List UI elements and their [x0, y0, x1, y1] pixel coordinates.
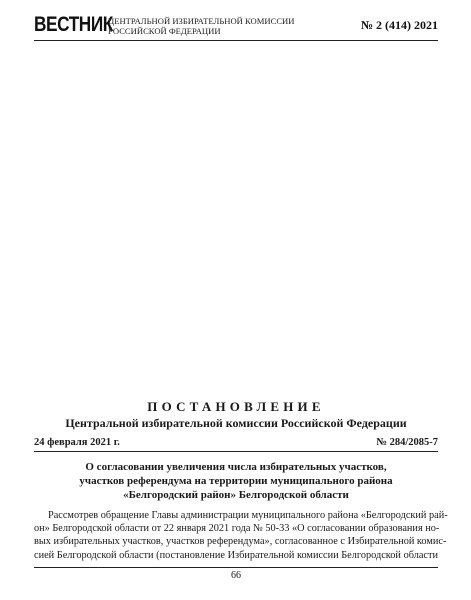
header-divider [34, 40, 438, 41]
issue-number: № 2 (414) 2021 [360, 18, 438, 32]
body-line: вых избирательных участков, участков референдума», согласованное с Избирательной комис- [34, 536, 447, 548]
masthead-title: ВЕСТНИК [34, 13, 113, 36]
heading-line: О согласовании увеличения числа избирательных участков, [85, 461, 387, 473]
document-heading [34, 460, 438, 502]
publisher-line-1: ЦЕНТРАЛЬНОЙ ИЗБИРАТЕЛЬНОЙ КОМИССИИ [108, 16, 295, 26]
publisher-name [108, 16, 294, 36]
document-body [34, 509, 448, 562]
document-date: 24 февраля 2021 г. [34, 437, 120, 448]
body-line: он» Белгородской области от 22 января 2021 года № 50-33 «О согласовании образования но- [34, 523, 440, 535]
publisher-line-2: РОССИЙСКОЙ ФЕДЕРАЦИИ [108, 26, 221, 36]
page-number: 66 [231, 570, 241, 581]
body-line: сией Белгородской области (постановление Избирательной комиссии Белгородской области [34, 549, 438, 561]
document-issuer: Центральной избирательной комиссии Российской Федерации [65, 416, 407, 430]
title-divider [34, 451, 438, 452]
heading-line: участков референдума на территории муниципального района [79, 475, 393, 487]
heading-line: «Белгородский район» Белгородской области [123, 489, 349, 501]
document-type-title: ПОСТАНОВЛЕНИЕ [147, 399, 325, 414]
document-number: № 284/2085-7 [376, 437, 438, 448]
footer-divider [34, 567, 438, 568]
body-line: Рассмотрев обращение Главы администрации муниципального района «Белгородский рай- [48, 510, 448, 521]
journal-header [34, 14, 438, 36]
